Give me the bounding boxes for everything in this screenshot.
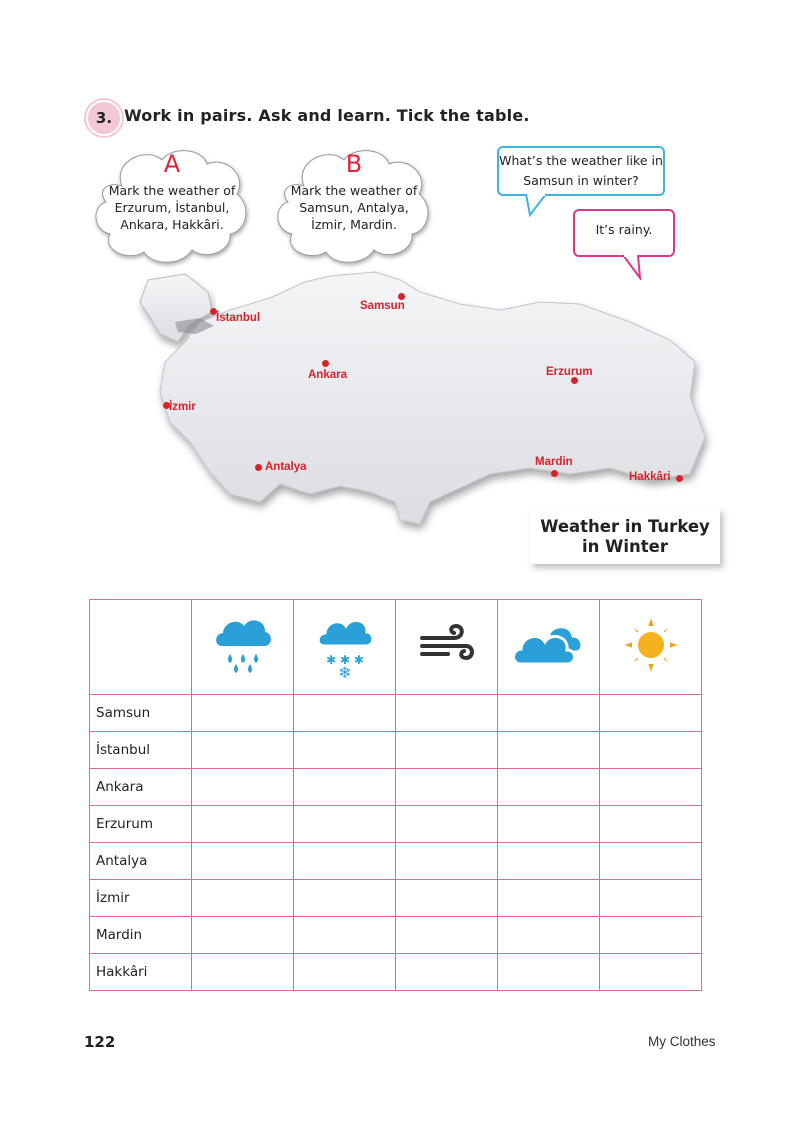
tick-cell-sunny[interactable] [600,954,702,991]
speech-bubble-answer: It’s rainy. [573,209,675,257]
header-cell-snowy [294,600,396,695]
row-city-label: Mardin [90,917,192,954]
tick-cell-cloudy[interactable] [498,806,600,843]
row-city-label: İstanbul [90,732,192,769]
tick-cell-cloudy[interactable] [498,769,600,806]
tick-cell-snowy[interactable] [294,917,396,954]
tick-cell-rainy[interactable] [192,843,294,880]
city-dot-samsun [398,293,405,300]
thought-cloud-b [274,146,434,264]
row-city-label: Samsun [90,695,192,732]
row-city-label: Hakkâri [90,954,192,991]
tick-cell-windy[interactable] [396,880,498,917]
tick-cell-cloudy[interactable] [498,843,600,880]
tick-cell-sunny[interactable] [600,880,702,917]
tick-cell-cloudy[interactable] [498,695,600,732]
city-dot-erzurum [571,377,578,384]
tick-cell-windy[interactable] [396,732,498,769]
row-city-label: Antalya [90,843,192,880]
city-label-samsun: Samsun [360,300,405,312]
tick-cell-snowy[interactable] [294,806,396,843]
cloud-letter: A [163,150,181,178]
tick-cell-cloudy[interactable] [498,732,600,769]
cloud-text: Mark the weather of Erzurum, İstanbul, Ankara, Hakkâri. [108,183,236,232]
table-row [90,954,702,991]
tick-cell-snowy[interactable] [294,843,396,880]
tick-cell-rainy[interactable] [192,769,294,806]
map-title-line1: Weather in Turkey [540,517,710,536]
header-cell-cloudy [498,600,600,695]
tick-cell-windy[interactable] [396,917,498,954]
city-label-mardin: Mardin [535,456,573,468]
city-label-ankara: Ankara [308,369,347,381]
header-cell-sunny [600,600,702,695]
city-label-hakkari: Hakkâri [629,471,671,483]
tick-cell-rainy[interactable] [192,806,294,843]
tick-cell-snowy[interactable] [294,880,396,917]
table-row [90,917,702,954]
tick-cell-windy[interactable] [396,954,498,991]
table-header-row [90,600,702,695]
exercise-instruction: Work in pairs. Ask and learn. Tick the table. [124,106,530,125]
weather-table [89,599,702,991]
tick-cell-windy[interactable] [396,695,498,732]
table-row [90,732,702,769]
city-dot-antalya [255,464,262,471]
windy-icon [416,620,478,670]
page-number: 122 [84,1033,116,1051]
tick-cell-rainy[interactable] [192,732,294,769]
table-row [90,843,702,880]
tick-cell-cloudy[interactable] [498,880,600,917]
row-city-label: Ankara [90,769,192,806]
tick-cell-cloudy[interactable] [498,917,600,954]
row-city-label: Erzurum [90,806,192,843]
city-dot-mardin [551,470,558,477]
tick-cell-sunny[interactable] [600,917,702,954]
tick-cell-rainy[interactable] [192,954,294,991]
tick-cell-windy[interactable] [396,806,498,843]
tick-cell-snowy[interactable] [294,769,396,806]
table-row [90,769,702,806]
speech-bubble-question: What’s the weather like in Samsun in winter? [497,146,665,196]
header-cell-windy [396,600,498,695]
city-label-antalya: Antalya [265,461,307,473]
city-label-izmir: İzmir [169,401,196,413]
tick-cell-sunny[interactable] [600,769,702,806]
tick-cell-windy[interactable] [396,769,498,806]
header-cell-rainy [192,600,294,695]
table-corner-cell [90,600,192,695]
sunny-icon [619,613,683,677]
tick-cell-sunny[interactable] [600,806,702,843]
cloudy-icon [509,620,589,670]
tick-cell-rainy[interactable] [192,695,294,732]
city-label-istanbul: İstanbul [216,312,261,324]
tick-cell-snowy[interactable] [294,732,396,769]
tick-cell-snowy[interactable] [294,954,396,991]
cloud-letter: B [345,150,363,178]
tick-cell-snowy[interactable] [294,695,396,732]
exercise-number: 3. [86,100,122,136]
svg-text:❄: ❄ [337,663,352,678]
unit-title: My Clothes [648,1034,716,1049]
tick-cell-sunny[interactable] [600,695,702,732]
thought-cloud-a [92,146,252,264]
bubble-tail-icon [524,193,550,217]
map-title [530,508,720,564]
svg-text:✱ ✱ ✱: ✱ ✱ ✱ [325,653,364,667]
snowy-icon [314,612,376,678]
map-title-line2: in Winter [582,537,668,556]
tick-cell-cloudy[interactable] [498,954,600,991]
tick-cell-sunny[interactable] [600,732,702,769]
table-row [90,806,702,843]
table-row [90,880,702,917]
city-dot-ankara [322,360,329,367]
tick-cell-rainy[interactable] [192,917,294,954]
tick-cell-sunny[interactable] [600,843,702,880]
city-label-erzurum: Erzurum [546,366,593,378]
rainy-icon [212,612,274,678]
city-dot-hakkari [676,475,683,482]
cloud-text: Mark the weather of Samsun, Antalya, İzmir, Mardin. [290,183,418,232]
tick-cell-rainy[interactable] [192,880,294,917]
tick-cell-windy[interactable] [396,843,498,880]
row-city-label: İzmir [90,880,192,917]
table-row [90,695,702,732]
